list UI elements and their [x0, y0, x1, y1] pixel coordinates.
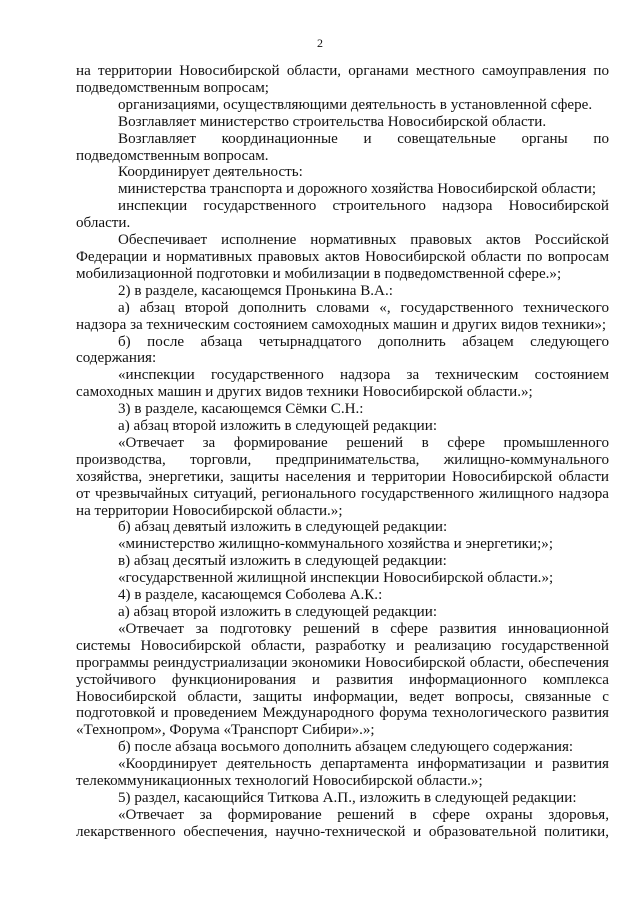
paragraph: Возглавляет министерство строительства Новосибирской области. [118, 113, 547, 130]
paragraph: 5) раздел, касающийся Титкова А.П., изложить в следующей редакции: [118, 789, 577, 806]
paragraph: инспекции государственного строительного надзора Новосибирской области. [76, 198, 609, 232]
paragraph: в) абзац десятый изложить в следующей редакции: [118, 553, 447, 570]
paragraph: б) абзац девятый изложить в следующей редакции: [118, 519, 448, 536]
paragraph: а) абзац второй изложить в следующей редакции: [118, 418, 438, 435]
paragraph: Возглавляет координационные и совещательные органы по подведомственным вопросам. [76, 130, 609, 164]
paragraph: «Отвечает за подготовку решений в сфере развития инновационной системы Новосибирской области, разработку и реализацию государственной программы реиндустриализации экономики Новосибирской области, обеспечения устойчивого функционирования и развития информационного комплекса Новосибирской области, защиты информации, ведет вопросы, связанные с подготовкой и проведением Международного форума технологического развития «Технопром», Форума «Транспорт Сибири».»; [76, 620, 609, 739]
paragraph: «Координирует деятельность департамента информатизации и развития телекоммуникационных технологий Новосибирской области.»; [76, 756, 609, 790]
paragraph: 4) в разделе, касающемся Соболева А.К.: [118, 587, 383, 604]
paragraph: б) после абзаца восьмого дополнить абзацем следующего содержания: [118, 739, 574, 756]
paragraph: б) после абзаца четырнадцатого дополнить абзацем следующего содержания: [76, 333, 609, 367]
paragraph: Координирует деятельность: [118, 164, 303, 181]
paragraph: на территории Новосибирской области, органами местного самоуправления по подведомственным вопросам; [76, 63, 609, 96]
paragraph: Обеспечивает исполнение нормативных правовых актов Российской Федерации и нормативных правовых актов Новосибирской области по вопросам мобилизационной подготовки и мобилизации в подведомственной сфере.»; [76, 232, 609, 282]
paragraph: 3) в разделе, касающемся Сёмки С.Н.: [118, 401, 364, 418]
paragraph: а) абзац второй изложить в следующей редакции: [118, 604, 438, 620]
paragraph: организациями, осуществляющими деятельность в установленной сфере. [118, 96, 593, 113]
page-number: 2 [317, 36, 323, 50]
paragraph: «министерство жилищно-коммунального хозяйства и энергетики;»; [118, 536, 554, 553]
paragraph: «инспекции государственного надзора за техническим состоянием самоходных машин и других видов техники Новосибирской области.»; [76, 367, 609, 401]
paragraph: «государственной жилищной инспекции Новосибирской области.»; [118, 570, 554, 587]
paragraph: министерства транспорта и дорожного хозяйства Новосибирской области; [118, 181, 597, 198]
document-body [76, 63, 609, 841]
paragraph: 2) в разделе, касающемся Пронькина В.А.: [118, 282, 393, 299]
paragraph: «Отвечает за формирование решений в сфере охраны здоровья, лекарственного обеспечения, научно-технической и образовательной политики, [76, 806, 609, 840]
paragraph: а) абзац второй дополнить словами «, государственного технического надзора за техническим состоянием самоходных машин и других видов техники»; [76, 299, 609, 333]
paragraph: «Отвечает за формирование решений в сфере промышленного производства, торговли, предпринимательства, жилищно-коммунального хозяйства, энергетики, защиты населения и территории Новосибирской области от чрезвычайных ситуаций, регионального государственного жилищного надзора на территории Новосибирской области.»; [76, 434, 609, 519]
